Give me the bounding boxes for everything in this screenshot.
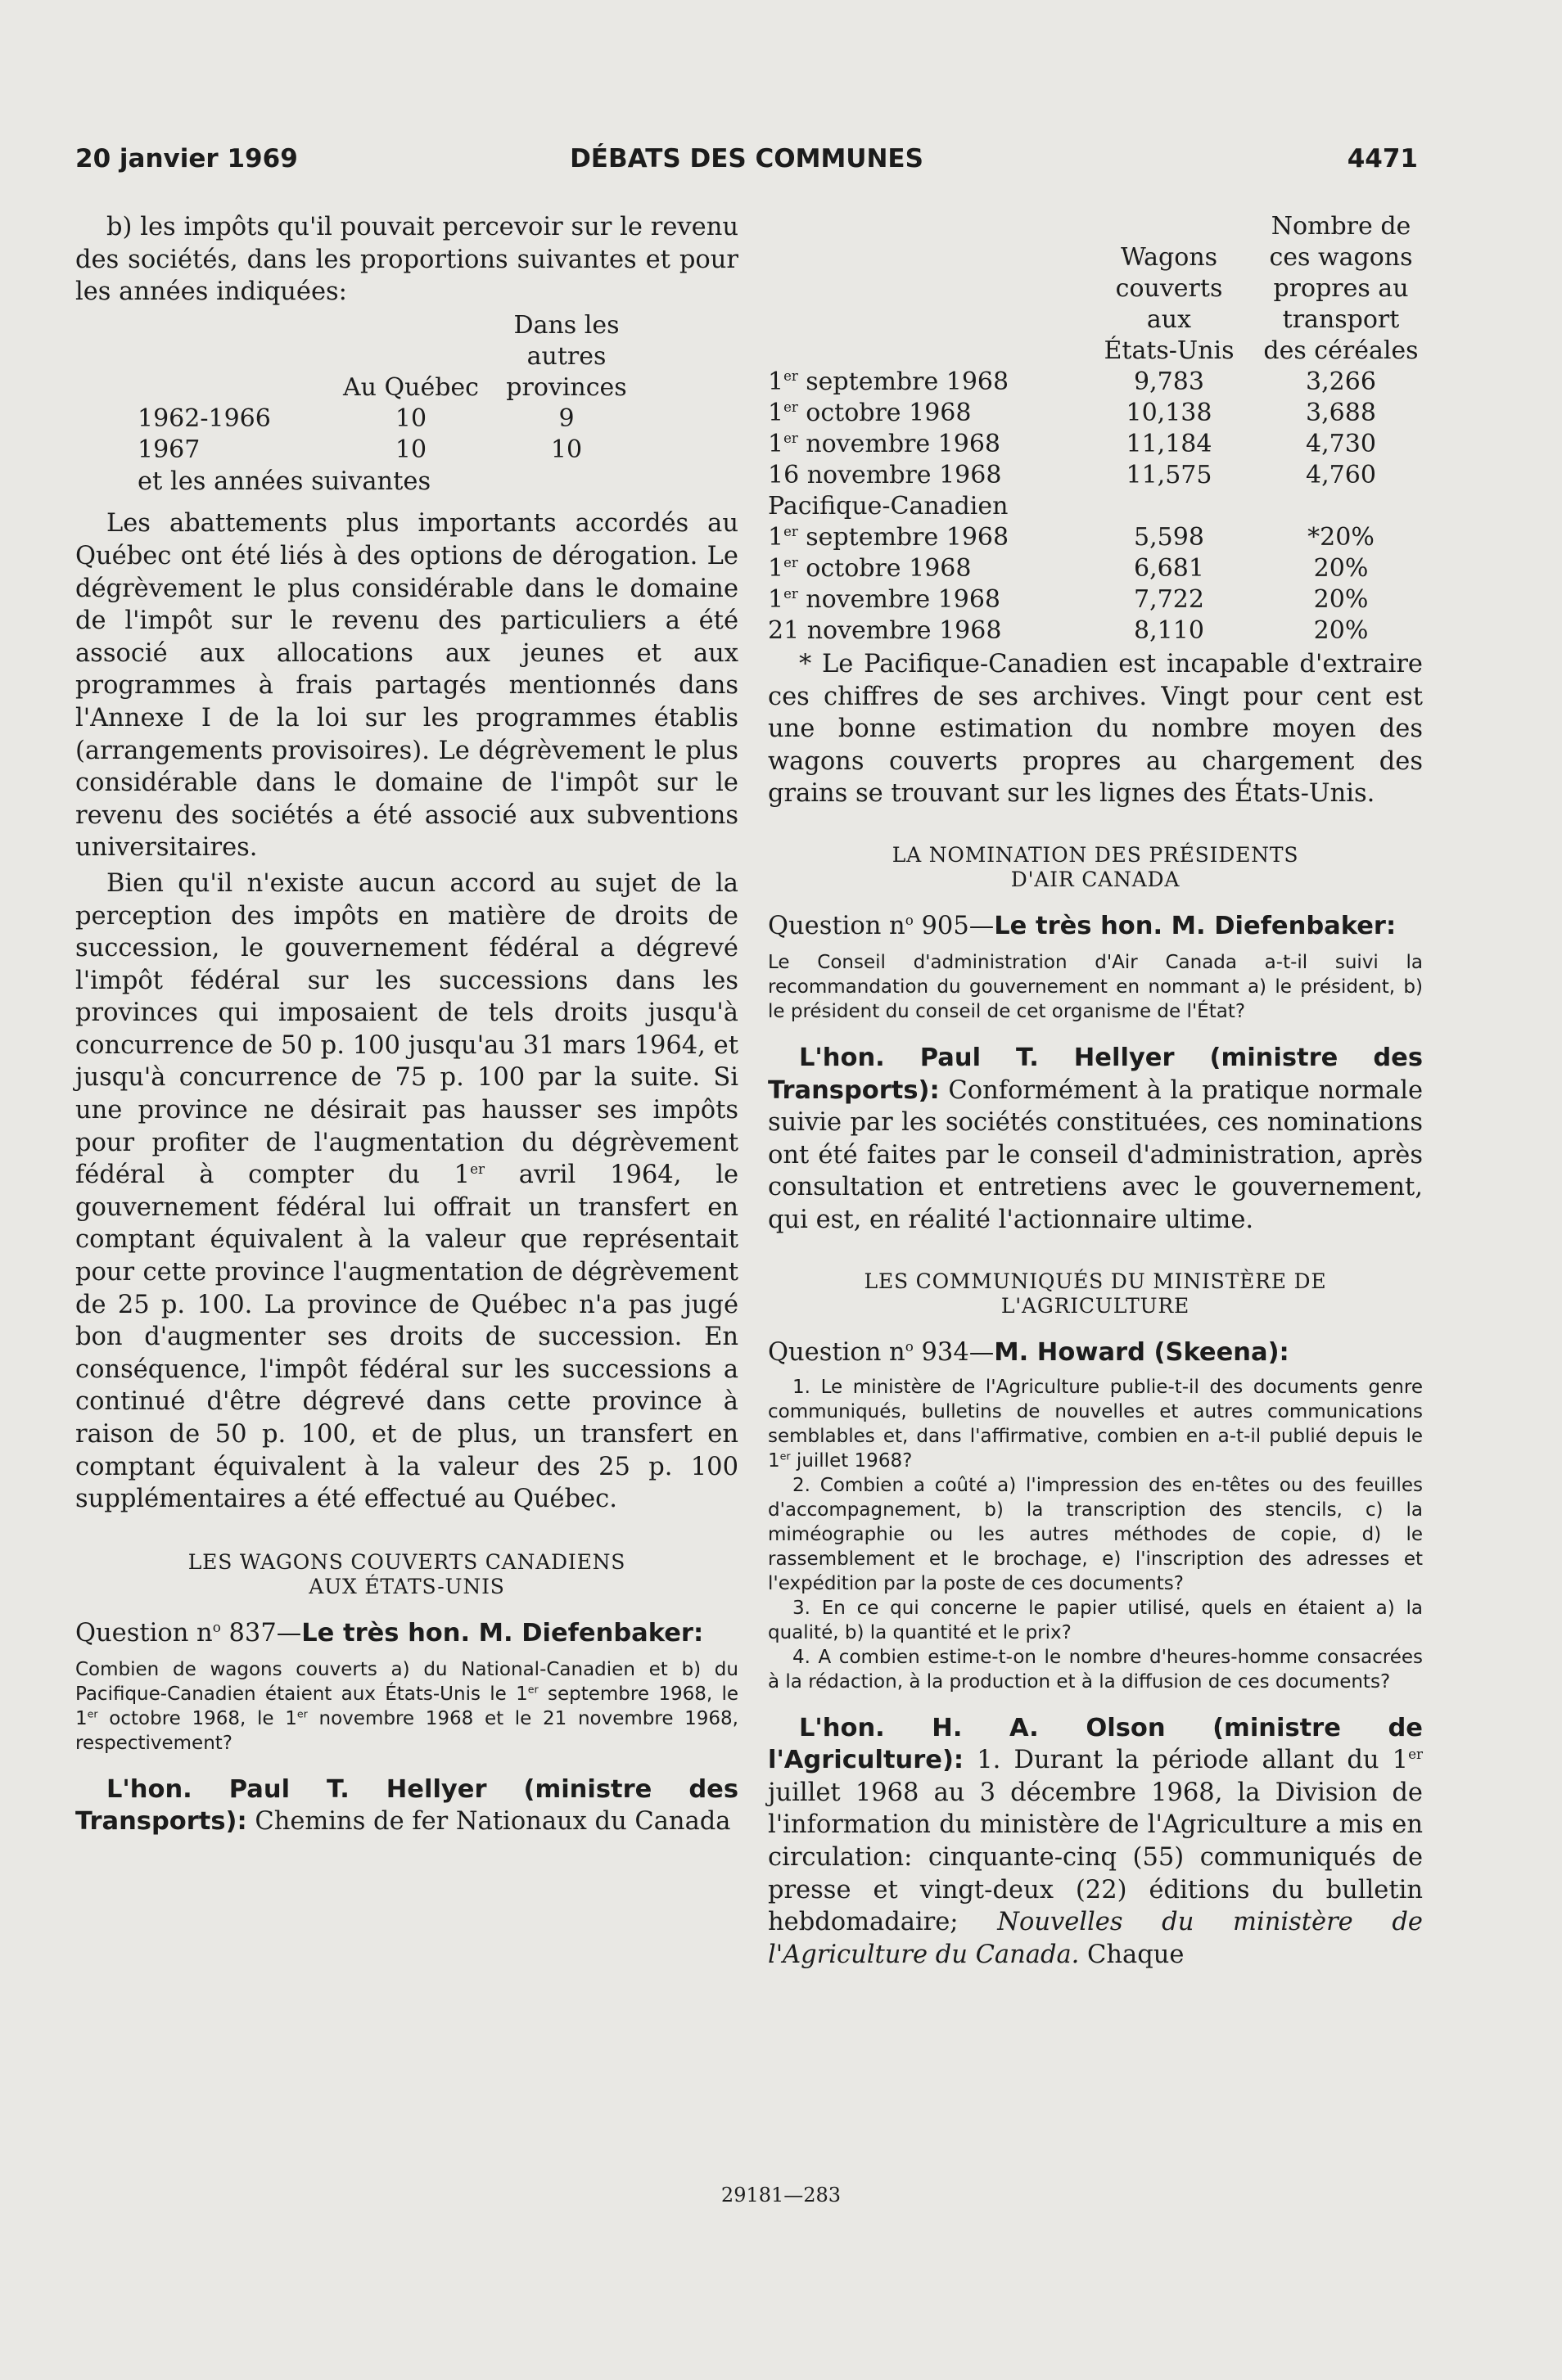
- section-heading-line: L'AGRICULTURE: [1000, 1293, 1190, 1318]
- boxcar-wagons: 11,184: [1126, 430, 1212, 458]
- table-footnote: * Le Pacifique-Canadien est incapable d'extraire ces chiffres de ses archives. Vingt pour cent est une bonne estimation du nombre moyen des wagons couverts propres au chargement des grains se trouvant sur les lignes des États-Unis.: [768, 650, 1423, 809]
- question-934-item-4: 4. A combien estime-t-on le nombre d'heures-homme consacrées à la rédaction, à la production et à la diffusion de ces documents?: [768, 1646, 1423, 1693]
- answer-text: Chaque: [1079, 1940, 1185, 1969]
- superscript: er: [470, 1161, 485, 1178]
- question-text-part: novembre 1968 et le 21 novembre 1968, respectivement?: [75, 1707, 738, 1754]
- boxcar-h2-l3: aux: [1146, 305, 1192, 334]
- question-number: 905—: [913, 911, 995, 940]
- answer-837: [75, 1774, 738, 1838]
- question-934-item-1: [768, 1375, 1423, 1473]
- boxcar-h2-l1: Wagons: [1120, 243, 1218, 272]
- boxcar-date: [768, 429, 1079, 460]
- superscript: er: [783, 430, 798, 446]
- boxcar-wagons: 5,598: [1134, 523, 1204, 552]
- answer-text: Conformément à la pratique normale suivie par les sociétés constituées, ces nominations ont été faites par le conseil d'administration, après consultation et entretiens avec le gouvernement, qui est, en réalité l'actionnaire ultime.: [768, 1075, 1423, 1234]
- boxcar-wagons: 11,575: [1126, 461, 1212, 489]
- boxcar-h2-l2: couverts: [1115, 274, 1223, 303]
- publication-title: Nouvelles du ministère de l'Agriculture du Canada.: [768, 1908, 1423, 1969]
- tax-col2-header-l2: autres: [526, 341, 607, 371]
- boxcar-wagons: 8,110: [1134, 616, 1204, 645]
- table-row: [768, 584, 1423, 615]
- boxcar-cereales: 3,688: [1306, 399, 1376, 427]
- boxcar-date: [768, 615, 1079, 647]
- boxcar-h3-l3: propres au: [1273, 274, 1409, 303]
- table-row: [138, 403, 640, 435]
- question-text-part: octobre 1968, le 1: [97, 1707, 297, 1729]
- date-rest: septembre 1968: [797, 523, 1009, 552]
- boxcar-h3-l4: transport: [1282, 305, 1400, 334]
- page-footer-code: 29181—283: [720, 2184, 842, 2206]
- superscript: er: [527, 1683, 539, 1696]
- date-day: 1: [768, 585, 784, 614]
- question-label: Question n: [768, 1337, 905, 1367]
- paragraph-succession: [75, 868, 738, 1516]
- tax-col1-header: Au Québec: [343, 372, 479, 402]
- header-date: 20 janvier 1969: [75, 144, 298, 174]
- paragraph-succession-part-a: Bien qu'il n'existe aucun accord au sujet de la perception des impôts en matière de droits de succession, le gouvernement fédéral a dégrevé l'impôt fédéral sur les successions dans les provinces qui imposaient de tels droits jusqu'à concurrence de 50 p. 100 jusqu'au 31 mars 1964, et jusqu'à concurrence de 75 p. 100 par la suite. Si une province ne désirait pas hausser ses impôts pour profiter de l'augmentation du dégrèvement fédéral à compter du 1: [75, 868, 738, 1190]
- question-837-text: [75, 1657, 738, 1756]
- boxcar-wagons: 10,138: [1126, 399, 1212, 427]
- tax-others: 9: [558, 403, 575, 433]
- question-text-part: juillet 1968?: [790, 1449, 913, 1472]
- boxcar-date: [768, 398, 1079, 429]
- boxcar-cereales: 3,266: [1306, 367, 1376, 396]
- boxcar-date: [768, 553, 1079, 584]
- tax-table-footer: et les années suivantes: [138, 467, 431, 496]
- boxcar-wagons: 9,783: [1134, 367, 1204, 396]
- date-day: 1: [768, 367, 784, 396]
- boxcar-h3-l1: Nombre de: [1271, 212, 1411, 241]
- question-905-text: Le Conseil d'administration d'Air Canada a-t-il suivi la recommandation du gouvernement en nommant a) le président, b) le président du conseil de cet organisme de l'État?: [768, 951, 1423, 1022]
- page-header: [75, 144, 1418, 180]
- answer-speaker: L'hon. H. A. Olson (ministre de l'Agriculture):: [768, 1713, 1423, 1775]
- date-rest: novembre 1968: [799, 461, 1002, 489]
- boxcar-cereales: 4,760: [1306, 461, 1376, 489]
- superscript: er: [783, 368, 798, 384]
- boxcar-table: [768, 211, 1423, 647]
- superscript: er: [1408, 1745, 1423, 1762]
- answer-text: juillet 1968 au 3 décembre 1968, la Division de l'information du ministère de l'Agriculture a mis en circulation: cinquante-cinq (55) communiqués de presse et vingt-deux (22) éditions du bulletin hebdomadaire;: [768, 1778, 1423, 1937]
- boxcar-date: [768, 460, 1079, 491]
- question-text-part: Combien de wagons couverts a) du National-Canadien et b) du Pacifique-Canadien étaient aux États-Unis le 1: [75, 1658, 738, 1705]
- question-934-item-3: 3. En ce qui concerne le papier utilisé, quels en étaient a) la qualité, b) la quantité et le prix?: [768, 1597, 1423, 1643]
- boxcar-date: [768, 367, 1079, 398]
- section-heading-line: LES COMMUNIQUÉS DU MINISTÈRE DE: [864, 1269, 1327, 1293]
- boxcar-cereales: 4,730: [1306, 430, 1376, 458]
- section-heading-line: LA NOMINATION DES PRÉSIDENTS: [892, 842, 1299, 867]
- superscript: er: [783, 555, 798, 570]
- answer-text: Chemins de fer Nationaux du Canada: [246, 1807, 731, 1837]
- table-row: [768, 615, 1423, 647]
- table-row: [138, 435, 640, 466]
- tax-col2-header-l3: provinces: [506, 372, 627, 402]
- boxcar-h3-l2: ces wagons: [1269, 243, 1413, 272]
- table-row: [768, 367, 1423, 398]
- section-heading-line: D'AIR CANADA: [1010, 867, 1181, 891]
- superscript: er: [783, 524, 798, 539]
- question-label: Question n: [75, 1618, 213, 1648]
- boxcar-cereales: 20%: [1313, 585, 1369, 614]
- table-row: [768, 553, 1423, 584]
- answer-934: [768, 1712, 1423, 1972]
- boxcar-h3-l5: des céréales: [1263, 336, 1419, 365]
- paragraph-abattements: Les abattements plus importants accordés au Québec ont été liés à des options de dérogation. Le dégrèvement le plus considérable dans le domaine de l'impôt sur le revenu des particuliers a été associé aux allocations aux jeunes et aux programmes à frais partagés mentionnés dans l'Annexe I de la loi sur les programmes établis (arrangements provisoires). Le dégrèvement le plus considérable dans le domaine de l'impôt sur le revenu des sociétés a été associé aux subventions universitaires.: [75, 509, 738, 863]
- question-934: [768, 1336, 1423, 1368]
- answer-speaker: L'hon. Paul T. Hellyer (ministre des Transports):: [768, 1043, 1423, 1105]
- table-row: [768, 429, 1423, 460]
- tax-quebec: 10: [395, 403, 427, 433]
- question-number: 934—: [913, 1337, 995, 1367]
- date-rest: novembre 1968: [797, 430, 1001, 458]
- right-column: [768, 211, 1423, 1971]
- boxcar-wagons: 7,722: [1134, 585, 1204, 614]
- superscript: er: [296, 1707, 308, 1720]
- date-rest: septembre 1968: [797, 367, 1009, 396]
- date-day: 16: [768, 461, 800, 489]
- answer-text: 1. Durant la période allant du 1: [964, 1746, 1409, 1775]
- superscript: er: [783, 399, 798, 415]
- boxcar-date: [768, 522, 1079, 553]
- question-asker: Le très hon. M. Diefenbaker:: [994, 911, 1397, 940]
- superscript: er: [779, 1449, 791, 1462]
- paragraph-succession-part-b: avril 1964, le gouvernement fédéral lui offrait un transfert en comptant équivalent à la valeur que représentait pour cette province l'augmentation de dégrèvement de 25 p. 100. La province de Québec n'a pas jugé bon d'augmenter ses droits de succession. En conséquence, l'impôt fédéral sur les successions a continué d'être dégrevé dans cette province à raison de 50 p. 100, et de plus, un transfert en comptant équivalent à la valeur des 25 p. 100 supplémentaires a été effectué au Québec.: [75, 1161, 738, 1514]
- boxcar-cereales: 20%: [1313, 554, 1369, 583]
- table-row: [768, 398, 1423, 429]
- question-text-part: 1. Le ministère de l'Agriculture publie-t-il des documents genre communiqués, bulletins de nouvelles et autres communications semblables et, dans l'affirmative, combien en a-t-il publié depuis le 1: [768, 1376, 1423, 1472]
- question-text-part: septembre 1968, le 1: [75, 1683, 738, 1729]
- tax-col2-header-l1: Dans les: [513, 310, 620, 340]
- section-heading-air-canada: [768, 843, 1423, 892]
- answer-905: [768, 1042, 1423, 1237]
- section-heading-wagons: [75, 1550, 738, 1599]
- question-934-item-2: 2. Combien a coûté a) l'impression des en-têtes ou des feuilles d'accompagnement, b) la transcription des stencils, c) la miméographie ou les autres méthodes de copie, d) le rassemblement et le brochage, e) l'inscription des adresses et l'expédition par la poste de ces documents?: [768, 1474, 1423, 1594]
- boxcar-h2-l4: États-Unis: [1104, 336, 1235, 365]
- section-heading-line: AUX ÉTATS-UNIS: [309, 1574, 505, 1598]
- boxcar-section-cp: Pacifique-Canadien: [768, 492, 1009, 521]
- tax-period: 1967: [138, 435, 201, 464]
- section-heading-agriculture: [768, 1269, 1423, 1318]
- boxcar-wagons: 6,681: [1134, 554, 1204, 583]
- boxcar-cereales: 20%: [1313, 616, 1369, 645]
- superscript: o: [212, 1618, 221, 1635]
- question-905: [768, 910, 1423, 942]
- date-day: 1: [768, 430, 784, 458]
- superscript: er: [87, 1707, 98, 1720]
- header-page-number: 4471: [1347, 144, 1418, 174]
- date-day: 1: [768, 399, 784, 427]
- tax-quebec: 10: [395, 435, 427, 464]
- date-day: 1: [768, 523, 784, 552]
- answer-speaker: L'hon. Paul T. Hellyer (ministre des Transports):: [75, 1774, 738, 1837]
- date-rest: novembre 1968: [799, 616, 1002, 645]
- question-label: Question n: [768, 911, 905, 940]
- question-number: 837—: [220, 1618, 302, 1648]
- superscript: o: [905, 1337, 914, 1355]
- date-day: 1: [768, 554, 784, 583]
- date-rest: novembre 1968: [797, 585, 1001, 614]
- intro-paragraph: b) les impôts qu'il pouvait percevoir sur le revenu des sociétés, dans les proportions suivantes et pour les années indiquées:: [75, 213, 738, 307]
- tax-period: 1962-1966: [138, 403, 271, 433]
- question-asker: M. Howard (Skeena):: [994, 1337, 1289, 1367]
- boxcar-cereales: *20%: [1307, 523, 1375, 552]
- date-rest: octobre 1968: [797, 554, 972, 583]
- question-837: [75, 1617, 738, 1649]
- superscript: er: [783, 586, 798, 602]
- table-row: [768, 522, 1423, 553]
- left-column: [75, 211, 738, 1838]
- date-day: 21: [768, 616, 800, 645]
- question-asker: Le très hon. M. Diefenbaker:: [301, 1618, 704, 1648]
- header-title: DÉBATS DES COMMUNES: [570, 144, 923, 174]
- boxcar-date: [768, 584, 1079, 615]
- superscript: o: [905, 911, 914, 928]
- tax-others: 10: [550, 435, 583, 464]
- section-heading-line: LES WAGONS COUVERTS CANADIENS: [187, 1549, 626, 1574]
- table-row: [768, 460, 1423, 491]
- date-rest: octobre 1968: [797, 399, 972, 427]
- tax-table: [138, 310, 640, 466]
